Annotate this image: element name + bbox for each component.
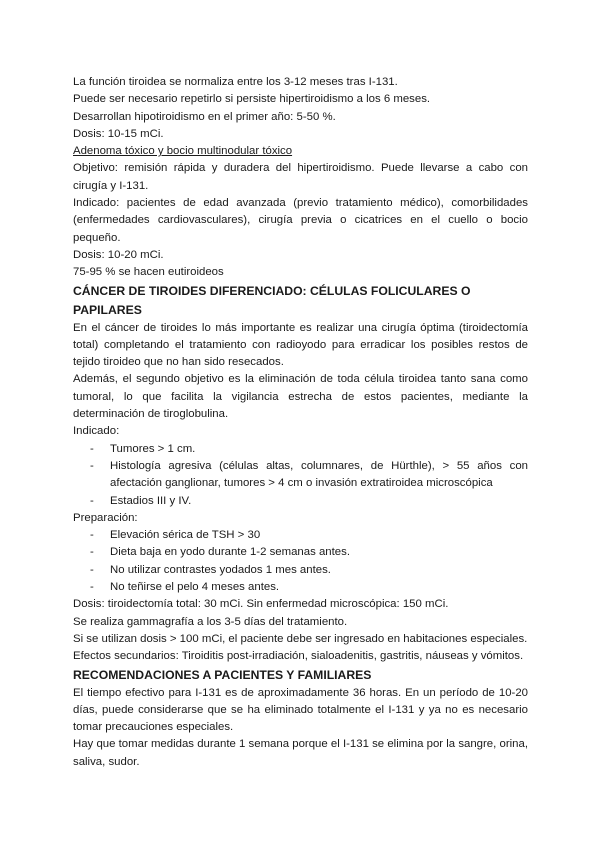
- hiper-line-2: Puede ser necesario repetirlo si persiste hipertiroidismo a los 6 meses.: [73, 93, 431, 106]
- cancer-ingreso: Si se utilizan dosis > 100 mCi, el paciente debe ser ingresado en habitaciones especiales.: [73, 632, 528, 645]
- cancer-paragraph-1: En el cáncer de tiroides lo más importante es realizar una cirugía óptima (tiroidectomía total) completando el tratamiento con radioyodo para erradicar los posibles restos de tejido tiroideo que no han sido resecados.: [73, 321, 528, 369]
- cancer-preparacion-list: [73, 527, 528, 596]
- cancer-gammagrafia: Se realiza gammagrafía a los 3-5 días del tratamiento.: [73, 615, 348, 628]
- adenoma-subtitle: Adenoma tóxico y bocio multinodular tóxico: [73, 145, 293, 158]
- cancer-paragraph-2: Además, el segundo objetivo es la eliminación de toda célula tiroidea tanto sana como tumoral, lo que facilita la vigilancia estrecha de estos pacientes, mediante la determinación de tiroglobulina.: [73, 373, 528, 421]
- list-item: - No teñirse el pelo 4 meses antes.: [73, 579, 528, 596]
- hiper-line-1: La función tiroidea se normaliza entre los 3-12 meses tras I-131.: [73, 76, 398, 88]
- list-item: - Dieta baja en yodo durante 1-2 semanas antes.: [73, 544, 528, 561]
- adenoma-indicado: Indicado: pacientes de edad avanzada (previo tratamiento médico), comorbilidades (enfermedades cardiovasculares), cirugía previa o cicatrices en el cuello o bocio pequeño.: [73, 197, 528, 244]
- recomendaciones-paragraph-2: Hay que tomar medidas durante 1 semana porque el I-131 se elimina por la sangre, orina, saliva, sudor.: [73, 738, 528, 768]
- cancer-efectos: Efectos secundarios: Tiroiditis post-irradiación, sialoadenitis, gastritis, náuseas y vómitos.: [73, 650, 524, 663]
- list-item: - No utilizar contrastes yodados 1 mes antes.: [73, 562, 528, 579]
- list-item: - Histología agresiva (células altas, columnares, de Hürthle), > 55 años con afectación ganglionar, tumores > 4 cm o invasión extratiroidea microscópica: [73, 458, 528, 493]
- list-item: - Estadios III y IV.: [73, 493, 528, 510]
- adenoma-eutiroideos: 75-95 % se hacen eutiroideos: [73, 266, 224, 279]
- list-item: - Tumores > 1 cm.: [73, 441, 528, 458]
- hiper-line-4: Dosis: 10-15 mCi.: [73, 127, 164, 140]
- list-item: - Elevación sérica de TSH > 30: [73, 527, 528, 544]
- document-body: [73, 74, 528, 771]
- hiper-line-3: Desarrollan hipotiroidismo en el primer año: 5-50 %.: [73, 110, 336, 123]
- cancer-heading: CÁNCER DE TIROIDES DIFERENCIADO: CÉLULAS FOLICULARES O PAPILARES: [73, 283, 471, 317]
- recomendaciones-heading: RECOMENDACIONES A PACIENTES Y FAMILIARES: [73, 667, 372, 682]
- recomendaciones-paragraph-1: El tiempo efectivo para I-131 es de aproximadamente 36 horas. En un período de 10-20 días, puede considerarse que se ha eliminado totalmente el I-131 y ya no es necesario tomar precauciones especiales.: [73, 686, 528, 734]
- cancer-dosis: Dosis: tiroidectomía total: 30 mCi. Sin enfermedad microscópica: 150 mCi.: [73, 598, 449, 611]
- cancer-preparacion-label: Preparación:: [73, 511, 138, 524]
- adenoma-objetivo: Objetivo: remisión rápida y duradera del hipertiroidismo. Puede llevarse a cabo con cirugía y I-131.: [73, 162, 528, 192]
- cancer-indicado-label: Indicado:: [73, 425, 120, 438]
- adenoma-dosis: Dosis: 10-20 mCi.: [73, 248, 164, 261]
- cancer-indicado-list: [73, 441, 528, 510]
